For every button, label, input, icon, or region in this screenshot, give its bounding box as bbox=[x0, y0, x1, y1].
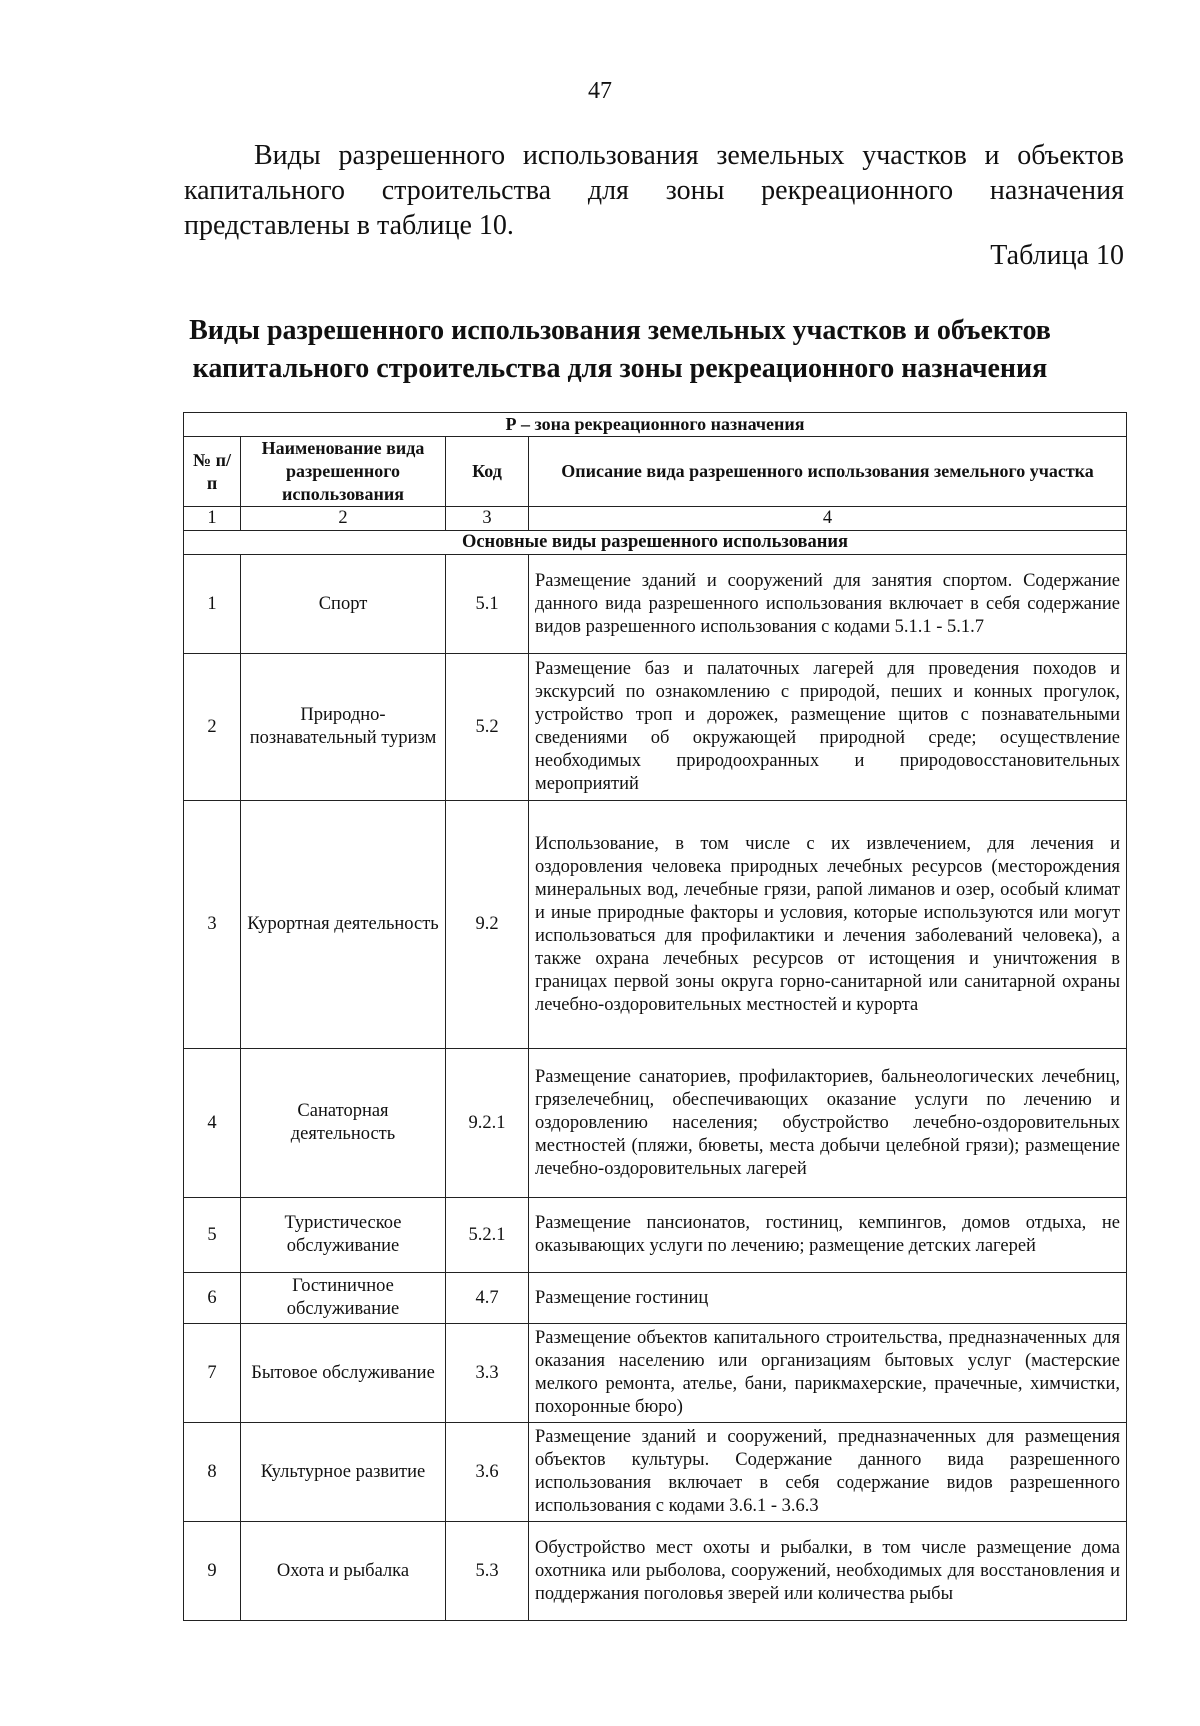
col-header-description: Описание вида разрешенного использования земельного участка bbox=[529, 437, 1127, 507]
table-number: Таблица 10 bbox=[990, 240, 1124, 271]
table-title-line-1: Виды разрешенного использования земельных участков и объектов bbox=[189, 315, 1051, 346]
use-code: 9.2.1 bbox=[446, 1049, 529, 1198]
use-description: Размещение зданий и сооружений, предназначенных для размещения объектов культуры. Содержание данного вида разрешенного использования включает в себя содержание видов разрешенного использования с кодами 3.6.1 - 3.6.3 bbox=[529, 1423, 1127, 1522]
table-row bbox=[184, 1522, 1127, 1621]
col-number: 1 bbox=[184, 507, 241, 531]
col-number: 4 bbox=[529, 507, 1127, 531]
use-name: Культурное развитие bbox=[241, 1423, 446, 1522]
use-code: 3.6 bbox=[446, 1423, 529, 1522]
use-name: Природно-познавательный туризм bbox=[241, 654, 446, 801]
row-number: 4 bbox=[184, 1049, 241, 1198]
table-title bbox=[140, 312, 1100, 388]
use-code: 9.2 bbox=[446, 801, 529, 1049]
use-name: Спорт bbox=[241, 555, 446, 654]
intro-paragraph: Виды разрешенного использования земельных участков и объектов капитального строительства для зоны рекреационного назначения представлены в таблице 10. bbox=[184, 140, 1124, 241]
use-description: Размещение санаториев, профилакториев, бальнеологических лечебниц, грязелечебниц, обеспечивающих оказание услуги по лечению и оздоровлению населения; обустройство лечебно-оздоровительных местностей (пляжи, бюветы, места добычи целебной грязи); размещение лечебно-оздоровительных лагерей bbox=[529, 1049, 1127, 1198]
use-description: Размещение зданий и сооружений для занятия спортом. Содержание данного вида разрешенного использования включает в себя содержание видов разрешенного использования с кодами 5.1.1 - 5.1.7 bbox=[529, 555, 1127, 654]
use-code: 5.2.1 bbox=[446, 1198, 529, 1273]
use-code: 4.7 bbox=[446, 1273, 529, 1324]
table-row bbox=[184, 654, 1127, 801]
use-code: 5.2 bbox=[446, 654, 529, 801]
use-name: Туристическое обслуживание bbox=[241, 1198, 446, 1273]
row-number: 8 bbox=[184, 1423, 241, 1522]
use-code: 3.3 bbox=[446, 1324, 529, 1423]
table-row bbox=[184, 1324, 1127, 1423]
use-code: 5.3 bbox=[446, 1522, 529, 1621]
use-description: Использование, в том числе с их извлечением, для лечения и оздоровления человека природных лечебных ресурсов (месторождения минеральных вод, лечебные грязи, рапой лиманов и озер, особый климат и иные природные факторы и условия, которые используются или могут использоваться для профилактики и лечения заболеваний человека), а также охрана лечебных ресурсов от истощения и уничтожения в границах первой зоны округа горно-санитарной или санитарной охраны лечебно-оздоровительных местностей и курорта bbox=[529, 801, 1127, 1049]
table-title-line-2: капитального строительства для зоны рекреационного назначения bbox=[192, 353, 1048, 384]
col-number: 2 bbox=[241, 507, 446, 531]
row-number: 5 bbox=[184, 1198, 241, 1273]
section-title: Основные виды разрешенного использования bbox=[184, 531, 1127, 555]
row-number: 3 bbox=[184, 801, 241, 1049]
use-description: Размещение гостиниц bbox=[529, 1273, 1127, 1324]
col-number: 3 bbox=[446, 507, 529, 531]
use-name: Курортная деятельность bbox=[241, 801, 446, 1049]
table-row bbox=[184, 1423, 1127, 1522]
table-row bbox=[184, 555, 1127, 654]
row-number: 1 bbox=[184, 555, 241, 654]
use-description: Обустройство мест охоты и рыбалки, в том числе размещение дома охотника или рыболова, сооружений, необходимых для восстановления и поддержания поголовья зверей или количества рыбы bbox=[529, 1522, 1127, 1621]
use-name: Санаторная деятельность bbox=[241, 1049, 446, 1198]
table-row bbox=[184, 1273, 1127, 1324]
use-description: Размещение пансионатов, гостиниц, кемпингов, домов отдыха, не оказывающих услуги по лечению; размещение детских лагерей bbox=[529, 1198, 1127, 1273]
row-number: 6 bbox=[184, 1273, 241, 1324]
use-name: Бытовое обслуживание bbox=[241, 1324, 446, 1423]
column-number-row bbox=[184, 507, 1127, 531]
col-header-num: № п/п bbox=[184, 437, 241, 507]
use-description: Размещение баз и палаточных лагерей для проведения походов и экскурсий по ознакомлению с природой, пеших и конных прогулок, устройство троп и дорожек, размещение щитов с познавательными сведениями об окружающей природной среде; осуществление необходимых природоохранных и природовосстановительных мероприятий bbox=[529, 654, 1127, 801]
table-row bbox=[184, 1198, 1127, 1273]
land-use-table bbox=[183, 412, 1127, 1621]
table-row bbox=[184, 1049, 1127, 1198]
table-row bbox=[184, 801, 1127, 1049]
zone-header: Р – зона рекреационного назначения bbox=[184, 413, 1127, 437]
row-number: 7 bbox=[184, 1324, 241, 1423]
use-code: 5.1 bbox=[446, 555, 529, 654]
page-number: 47 bbox=[588, 78, 612, 104]
use-description: Размещение объектов капитального строительства, предназначенных для оказания населению или организациям бытовых услуг (мастерские мелкого ремонта, ателье, бани, парикмахерские, прачечные, химчистки, похоронные бюро) bbox=[529, 1324, 1127, 1423]
use-name: Гостиничное обслуживание bbox=[241, 1273, 446, 1324]
col-header-code: Код bbox=[446, 437, 529, 507]
row-number: 9 bbox=[184, 1522, 241, 1621]
use-name: Охота и рыбалка bbox=[241, 1522, 446, 1621]
row-number: 2 bbox=[184, 654, 241, 801]
col-header-name: Наименование вида разрешенного использования bbox=[241, 437, 446, 507]
